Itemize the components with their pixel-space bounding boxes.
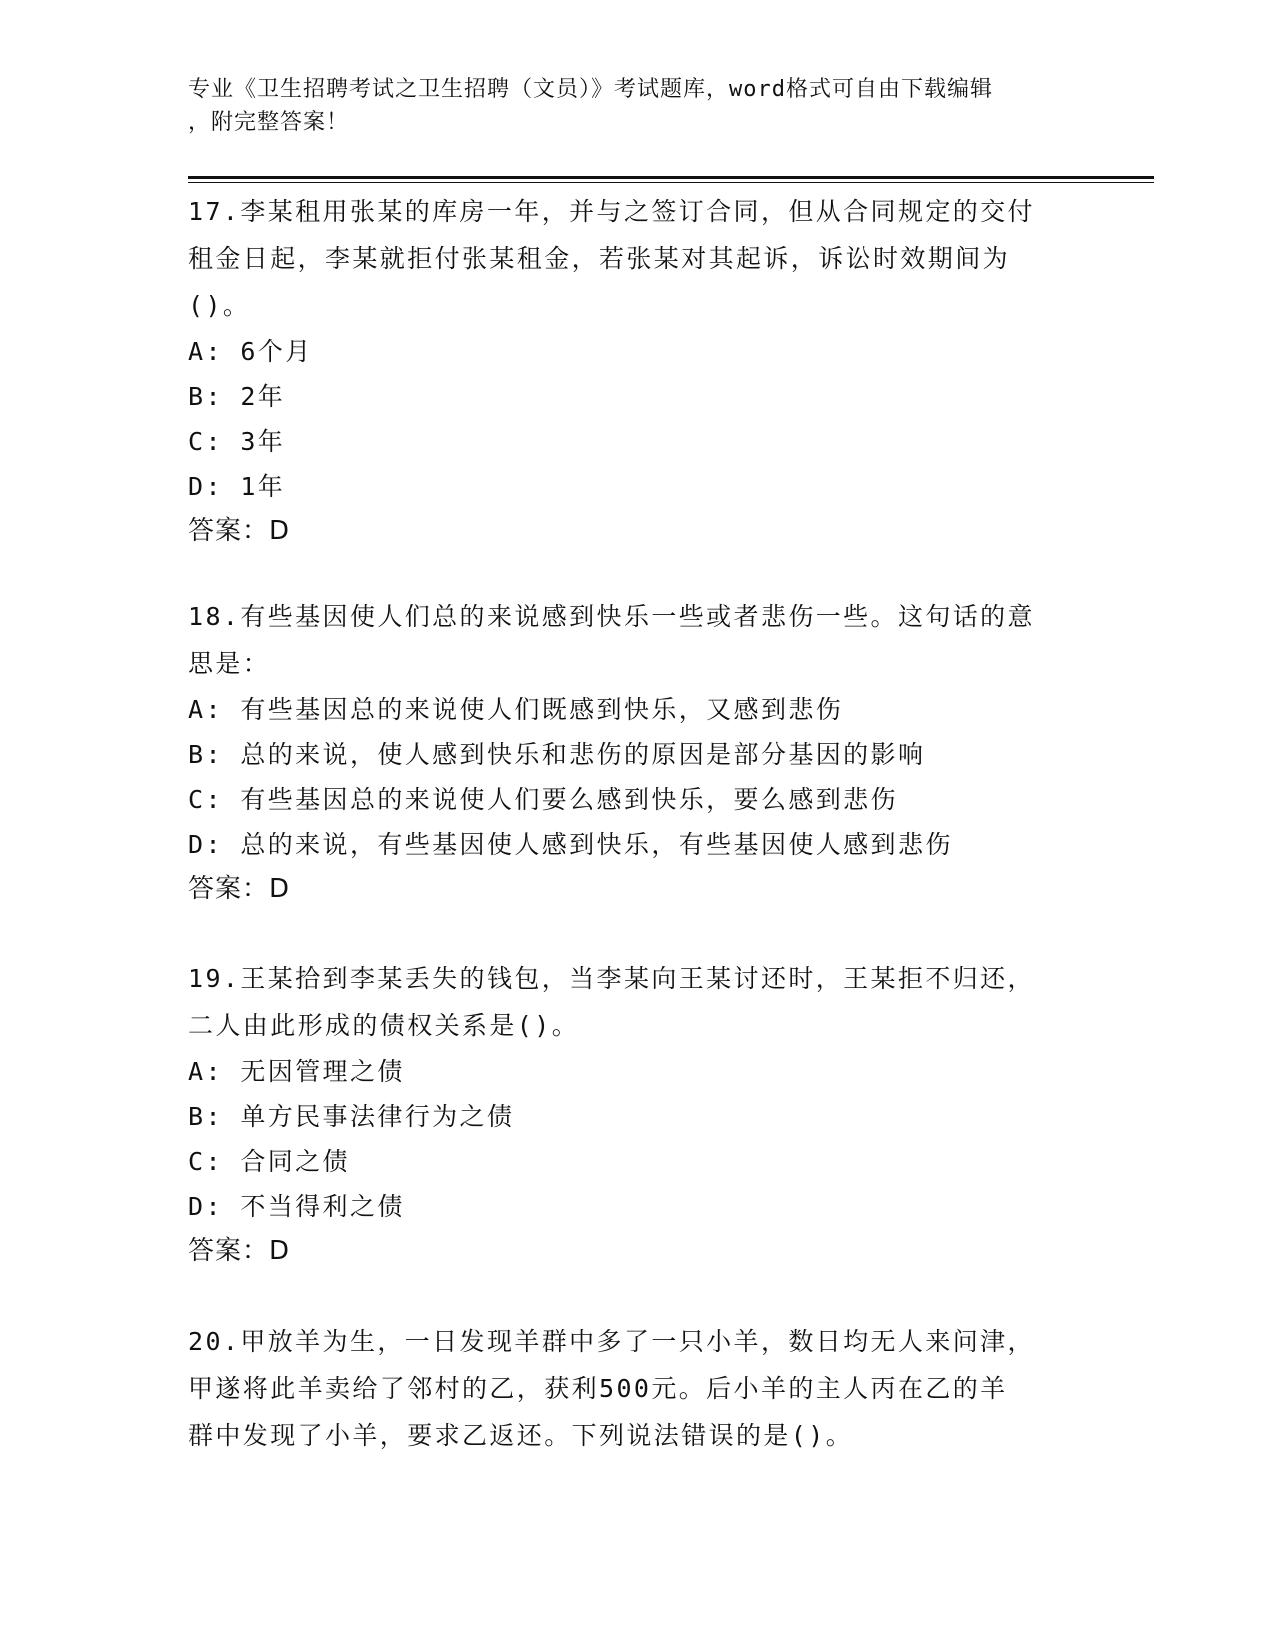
option-c: C: 有些基因总的来说使人们要么感到快乐，要么感到悲伤 (188, 785, 898, 814)
question-20 (188, 1318, 1088, 1459)
question-stem-line: 甲遂将此羊卖给了邻村的乙，获利500元。后小羊的主人丙在乙的羊 (188, 1374, 1008, 1403)
header-divider-thick (188, 176, 1154, 179)
question-stem-line: 思是： (188, 649, 271, 678)
question-19 (188, 955, 1088, 1274)
question-17 (188, 188, 1088, 554)
answer-label: 答案：D (188, 1236, 291, 1266)
question-stem-line: 租金日起，李某就拒付张某租金，若张某对其起诉，诉讼时效期间为 (188, 244, 1011, 273)
option-b: B: 2年 (188, 382, 286, 411)
option-d: D: 总的来说，有些基因使人感到快乐，有些基因使人感到悲伤 (188, 830, 953, 859)
option-a: A: 有些基因总的来说使人们既感到快乐，又感到悲伤 (188, 695, 844, 724)
option-d: D: 不当得利之债 (188, 1192, 405, 1221)
option-b: B: 总的来说，使人感到快乐和悲伤的原因是部分基因的影响 (188, 740, 926, 769)
question-stem-line: 19.王某拾到李某丢失的钱包，当李某向王某讨还时，王某拒不归还， (188, 964, 1035, 993)
question-stem-line: 二人由此形成的债权关系是()。 (188, 1011, 580, 1040)
question-stem-line: 17.李某租用张某的库房一年，并与之签订合同，但从合同规定的交付 (188, 197, 1035, 226)
document-header (188, 73, 1068, 139)
question-stem-line: ()。 (188, 291, 251, 320)
question-stem-line: 群中发现了小羊，要求乙返还。下列说法错误的是()。 (188, 1421, 854, 1450)
question-18 (188, 593, 1088, 912)
question-stem-line: 20.甲放羊为生，一日发现羊群中多了一只小羊，数日均无人来问津， (188, 1327, 1035, 1356)
header-line-1: 专业《卫生招聘考试之卫生招聘（文员）》考试题库，word格式可自由下载编辑 (188, 77, 993, 102)
option-c: C: 3年 (188, 427, 286, 456)
option-a: A: 无因管理之债 (188, 1057, 405, 1086)
option-d: D: 1年 (188, 472, 286, 501)
option-b: B: 单方民事法律行为之债 (188, 1102, 515, 1131)
answer-label: 答案：D (188, 874, 291, 904)
option-c: C: 合同之债 (188, 1147, 350, 1176)
answer-label: 答案：D (188, 516, 291, 546)
header-divider-thin (188, 182, 1154, 183)
header-line-2: ，附完整答案！ (188, 110, 350, 135)
question-stem-line: 18.有些基因使人们总的来说感到快乐一些或者悲伤一些。这句话的意 (188, 602, 1035, 631)
option-a: A: 6个月 (188, 337, 313, 366)
